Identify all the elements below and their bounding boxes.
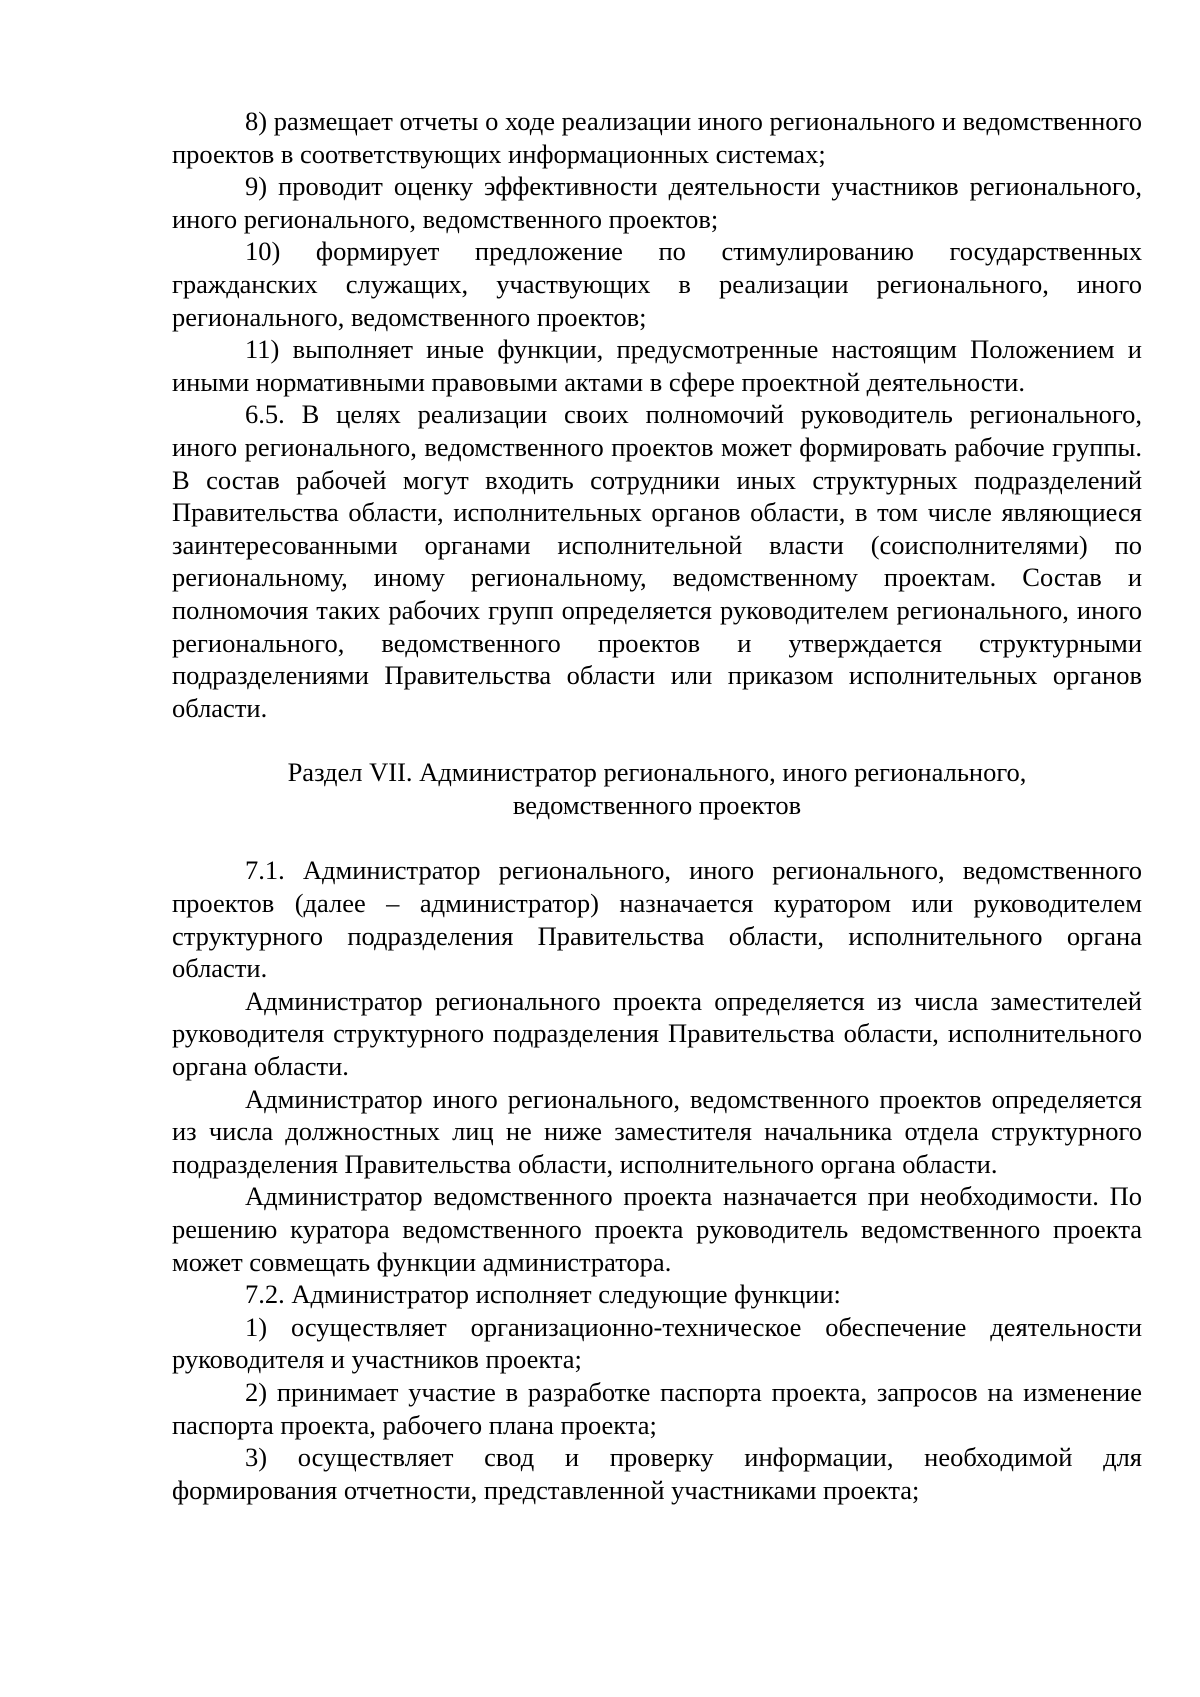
paragraph-function-1: 1) осуществляет организационно-техническое обеспечение деятельности руководителя и участников проекта; (172, 1311, 1142, 1375)
paragraph-admin-departmental: Администратор ведомственного проекта назначается при необходимости. По решению куратора ведомственного проекта руководитель ведомственного проекта может совмещать функции администратора. (172, 1181, 1142, 1277)
section-heading (172, 724, 1142, 854)
paragraph-item-9: 9) проводит оценку эффективности деятельности участников регионального, иного регионального, ведомственного проектов; (172, 171, 1142, 234)
paragraph-item-10: 10) формирует предложение по стимулированию государственных гражданских служащих, участвующих в реализации регионального, иного регионального, ведомственного проектов; (172, 236, 1142, 332)
section-heading-line-1: Раздел VII. Администратор регионального, иного регионального, (287, 757, 1027, 788)
paragraph-admin-other: Администратор иного регионального, ведомственного проектов определяется из числа должностных лиц не ниже заместителя начальника отдела структурного подразделения Правительства области, исполнительного органа области. (172, 1083, 1142, 1179)
paragraph-admin-regional: Администратор регионального проекта определяется из числа заместителей руководителя структурного подразделения Правительства области, исполнительного органа области. (172, 985, 1142, 1082)
paragraph-7-1: 7.1. Администратор регионального, иного регионального, ведомственного проектов (далее – администратор) назначается куратором или руководителем структурного подразделения Правительства области, исполнительного органа области. (172, 855, 1142, 984)
paragraph-function-3: 3) осуществляет свод и проверку информации, необходимой для формирования отчетности, представленной участниками проекта; (172, 1442, 1142, 1505)
paragraph-7-2: 7.2. Администратор исполняет следующие функции: (245, 1279, 841, 1310)
document-page (172, 105, 1142, 1506)
paragraph-item-8: 8) размещает отчеты о ходе реализации иного регионального и ведомственного проектов в соответствующих информационных системах; (172, 106, 1142, 169)
paragraph-item-11: 11) выполняет иные функции, предусмотренные настоящим Положением и иными нормативными правовыми актами в сфере проектной деятельности. (172, 334, 1142, 397)
paragraph-function-2: 2) принимает участие в разработке паспорта проекта, запросов на изменение паспорта проекта, рабочего плана проекта; (172, 1376, 1142, 1440)
section-heading-line-2: ведомственного проектов (512, 789, 802, 820)
paragraph-6-5: 6.5. В целях реализации своих полномочий руководитель регионального, иного регионального, ведомственного проектов может формировать рабочие группы. В состав рабочей могут входить сотрудники иных структурных подразделений Правительства области, исполнительных органов области, в том числе являющиеся заинтересованными органами исполнительной власти (соисполнителями) по региональному, иному региональному, ведомственному проектам. Состав и полномочия таких рабочих групп определяется руководителем регионального, иного регионального, ведомственного проектов и утверждается структурными подразделениями Правительства области или приказом исполнительных органов области. (172, 399, 1142, 723)
